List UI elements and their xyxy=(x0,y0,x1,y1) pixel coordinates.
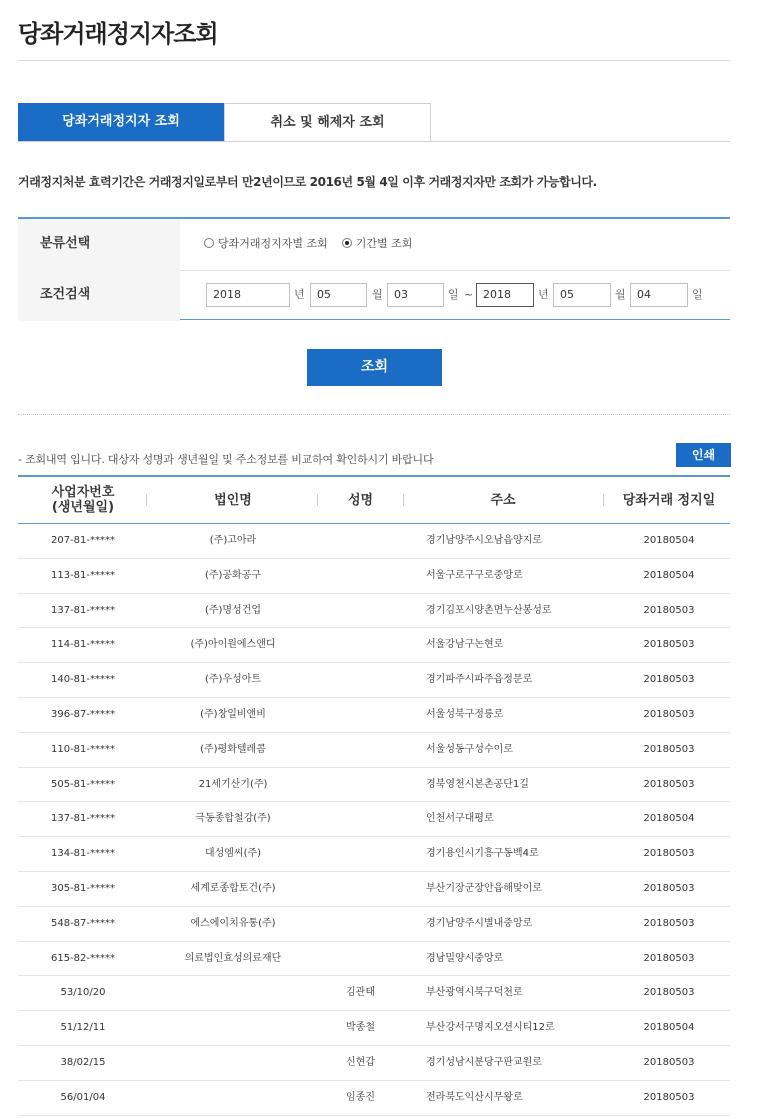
table-row xyxy=(18,837,730,872)
row-suspend-date: 20180503 xyxy=(643,639,695,651)
range-tilde: ~ xyxy=(464,288,474,301)
row-suspend-date: 20180503 xyxy=(643,917,695,929)
row-person-name xyxy=(318,594,403,628)
row-suspend-date: 20180503 xyxy=(643,952,695,964)
table-row xyxy=(18,524,730,559)
to-month-unit: 월 xyxy=(615,288,626,301)
row-person-name xyxy=(318,524,403,558)
row-address: 경기김포시양촌면누산봉성로 xyxy=(426,604,552,616)
row-bizno: 38/02/15 xyxy=(60,1056,106,1068)
category-label: 분류선택 xyxy=(18,219,180,270)
row-person-name: 김관태 xyxy=(346,987,375,999)
notice-text: 거래정지처분 효력기간은 거래정지일로부터 만2년이므로 2016년 5월 4일 이후 거래정지자만 조회가 가능합니다. xyxy=(18,175,597,189)
search-form xyxy=(18,217,730,320)
row-suspend-date: 20180504 xyxy=(643,535,695,546)
row-corp-name: (주)우성아트 xyxy=(204,674,262,686)
row-bizno: 137-81-***** xyxy=(50,604,116,616)
row-person-name xyxy=(318,802,403,836)
row-suspend-date: 20180504 xyxy=(643,1022,695,1034)
row-bizno: 505-81-***** xyxy=(50,778,116,790)
row-address: 서울구로구구로중앙로 xyxy=(426,569,523,581)
col-corp: 법인명 xyxy=(214,492,252,508)
row-corp-name xyxy=(148,1081,318,1115)
radio-by-person-label[interactable]: 당좌거래정지자별 조회 xyxy=(218,237,328,250)
row-corp-name: 의료법인효성의료재단 xyxy=(184,952,282,964)
row-bizno: 134-81-***** xyxy=(50,848,116,860)
table-row xyxy=(18,733,730,768)
table-row xyxy=(18,942,730,977)
row-corp-name: (주)평화텔레콤 xyxy=(200,743,266,755)
from-month-input[interactable]: 05 xyxy=(310,283,367,307)
radio-by-period-label[interactable]: 기간별 조회 xyxy=(355,237,413,250)
row-person-name xyxy=(318,663,403,697)
row-address: 인천서구대평로 xyxy=(426,813,494,825)
table-row xyxy=(18,698,730,733)
to-year-unit: 년 xyxy=(538,288,549,301)
row-bizno: 51/12/11 xyxy=(60,1022,106,1034)
row-bizno: 207-81-***** xyxy=(50,535,116,546)
row-address: 서울강남구논현로 xyxy=(426,639,504,651)
col-suspend-date: 당좌거래 정지일 xyxy=(622,492,716,508)
row-bizno: 113-81-***** xyxy=(50,569,116,581)
row-suspend-date: 20180503 xyxy=(643,1091,695,1103)
row-address: 서울성북구정릉로 xyxy=(426,708,504,720)
row-corp-name xyxy=(148,976,318,1010)
row-bizno: 548-87-***** xyxy=(50,917,116,929)
radio-by-period[interactable] xyxy=(342,238,352,248)
title-divider xyxy=(18,60,730,61)
row-suspend-date: 20180503 xyxy=(643,674,695,686)
result-note: - 조회내역 입니다. 대상자 성명과 생년월일 및 주소정보를 비교하여 확인하시기 바랍니다 xyxy=(18,453,434,466)
print-button[interactable]: 인쇄 xyxy=(676,443,731,467)
row-address: 경기성남시분당구판교원로 xyxy=(426,1056,542,1068)
table-row xyxy=(18,872,730,907)
row-corp-name: (주)명성건업 xyxy=(204,604,262,616)
row-address: 경기파주시파주읍정문로 xyxy=(426,674,533,686)
category-radio-group xyxy=(204,235,426,251)
table-row xyxy=(18,594,730,629)
row-bizno: 140-81-***** xyxy=(50,674,116,686)
row-bizno: 305-81-***** xyxy=(50,882,116,894)
to-day-input[interactable]: 04 xyxy=(630,283,688,307)
results-table xyxy=(18,475,730,1116)
row-person-name xyxy=(318,628,403,662)
row-suspend-date: 20180503 xyxy=(643,1056,695,1068)
from-day-unit: 일 xyxy=(448,288,459,301)
row-address: 경기남양주시오남읍양지로 xyxy=(426,535,542,546)
row-bizno: 114-81-***** xyxy=(50,639,116,651)
from-month-unit: 월 xyxy=(372,288,383,301)
tab-cancelled-search[interactable]: 취소 및 해제자 조회 xyxy=(224,103,431,141)
row-corp-name xyxy=(148,1046,318,1080)
from-year-input[interactable]: 2018 xyxy=(206,283,290,307)
row-person-name xyxy=(318,907,403,941)
to-month-input[interactable]: 05 xyxy=(553,283,611,307)
row-address: 경북영천시본촌공단1길 xyxy=(426,778,529,790)
row-corp-name: 에스에이치유통(주) xyxy=(190,917,276,929)
table-body xyxy=(18,524,730,1116)
from-day-input[interactable]: 03 xyxy=(387,283,444,307)
tab-suspended-search[interactable]: 당좌거래정지자 조회 xyxy=(18,103,224,141)
row-address: 서울성동구성수이로 xyxy=(426,743,513,755)
col-name: 성명 xyxy=(347,492,374,508)
row-corp-name: 대성엠씨(주) xyxy=(204,848,262,860)
condition-label: 조건검색 xyxy=(18,270,180,321)
row-address: 부산기장군장안읍해맞이로 xyxy=(426,882,542,894)
from-year-unit: 년 xyxy=(294,288,305,301)
row-person-name: 임종진 xyxy=(346,1091,375,1103)
radio-by-person[interactable] xyxy=(204,238,214,248)
row-corp-name: (주)아이원에스앤디 xyxy=(190,639,276,651)
row-corp-name: 세계로종합토건(주) xyxy=(190,882,276,894)
row-suspend-date: 20180503 xyxy=(643,848,695,860)
row-address: 부산강서구명지오션시티12로 xyxy=(426,1022,555,1034)
row-suspend-date: 20180503 xyxy=(643,743,695,755)
row-person-name xyxy=(318,942,403,976)
row-person-name xyxy=(318,872,403,906)
table-row xyxy=(18,628,730,663)
row-address: 경기용인시기흥구동백4로 xyxy=(426,848,539,860)
table-row xyxy=(18,1081,730,1116)
table-row xyxy=(18,802,730,837)
row-bizno: 110-81-***** xyxy=(50,743,116,755)
row-corp-name xyxy=(148,1011,318,1045)
row-suspend-date: 20180504 xyxy=(643,813,695,825)
table-header xyxy=(18,477,730,524)
row-person-name: 박종철 xyxy=(346,1022,375,1034)
to-day-unit: 일 xyxy=(692,288,703,301)
row-person-name xyxy=(318,698,403,732)
row-bizno: 615-82-***** xyxy=(50,952,116,964)
row-person-name: 신현갑 xyxy=(346,1056,375,1068)
row-corp-name: (주)공화공구 xyxy=(204,569,262,581)
category-row xyxy=(18,219,730,271)
table-row xyxy=(18,1046,730,1081)
to-year-input[interactable]: 2018 xyxy=(476,283,534,307)
row-person-name xyxy=(318,768,403,802)
row-suspend-date: 20180503 xyxy=(643,987,695,999)
table-row xyxy=(18,907,730,942)
row-suspend-date: 20180503 xyxy=(643,708,695,720)
col-address: 주소 xyxy=(490,492,516,508)
table-row xyxy=(18,1011,730,1046)
row-corp-name: 21세기산기(주) xyxy=(198,778,268,790)
row-person-name xyxy=(318,837,403,871)
row-suspend-date: 20180503 xyxy=(643,778,695,790)
row-bizno: 53/10/20 xyxy=(60,987,106,999)
table-row xyxy=(18,976,730,1011)
header-separator xyxy=(603,494,604,506)
table-row xyxy=(18,559,730,594)
row-bizno: 56/01/04 xyxy=(60,1091,106,1103)
page-title: 당좌거래정지자조회 xyxy=(18,20,218,48)
row-address: 경기남양주시별내중앙로 xyxy=(426,917,533,929)
row-person-name xyxy=(318,559,403,593)
row-corp-name: (주)고아라 xyxy=(209,535,257,546)
tab-bar xyxy=(18,103,730,142)
row-suspend-date: 20180503 xyxy=(643,604,695,616)
row-corp-name: 극동종합철강(주) xyxy=(195,813,271,825)
row-suspend-date: 20180503 xyxy=(643,882,695,894)
section-divider xyxy=(18,414,730,415)
search-button[interactable]: 조회 xyxy=(307,349,442,386)
row-bizno: 137-81-***** xyxy=(50,813,116,825)
table-row xyxy=(18,768,730,803)
row-bizno: 396-87-***** xyxy=(50,708,116,720)
row-address: 경남밀양시중앙로 xyxy=(426,952,504,964)
col-bizno: 사업자번호 (생년월일) xyxy=(51,485,115,515)
header-separator xyxy=(146,494,147,506)
row-address: 전라북도익산시무왕로 xyxy=(426,1091,523,1103)
table-row xyxy=(18,663,730,698)
row-address: 부산광역시북구덕천로 xyxy=(426,987,523,999)
row-person-name xyxy=(318,733,403,767)
row-corp-name: (주)창일비앤비 xyxy=(200,708,266,720)
condition-row xyxy=(18,270,730,321)
row-suspend-date: 20180504 xyxy=(643,569,695,581)
